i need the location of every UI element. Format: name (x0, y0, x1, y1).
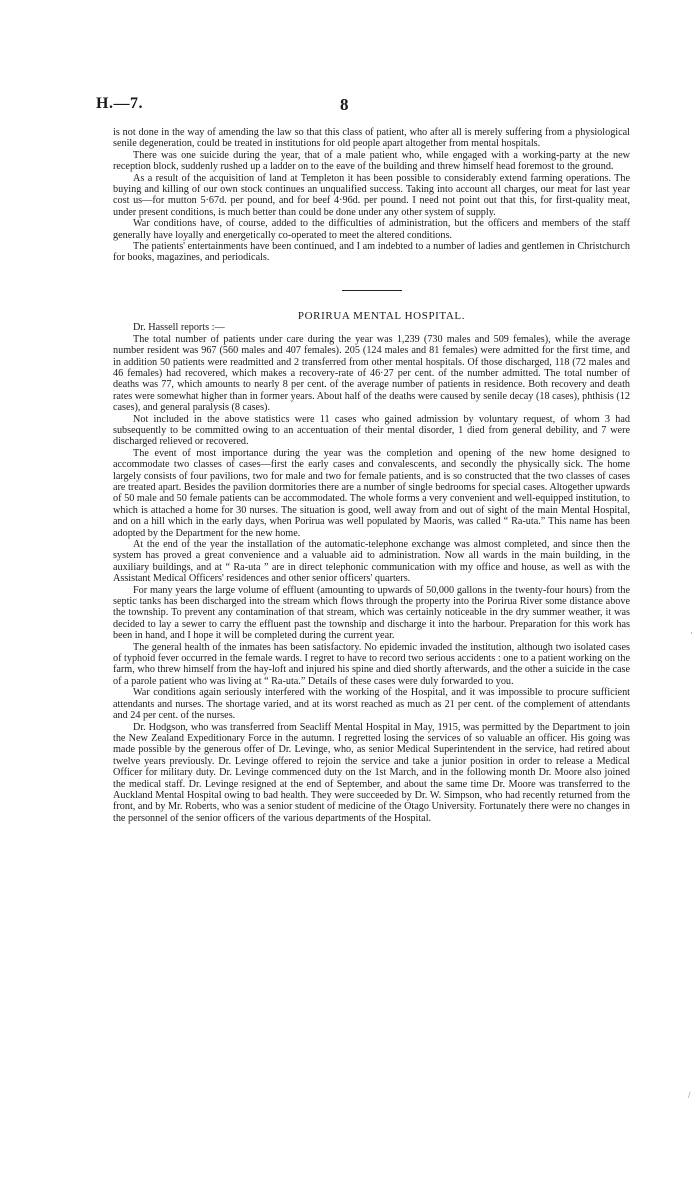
paragraph: There was one suicide during the year, that of a male patient who, while engaged with a working-party at the new reception block, suddenly rushed up a ladder on to the eave of the building and threw himself head foremost to the ground. (113, 149, 630, 173)
document-reference: H.—7. (96, 95, 143, 112)
margin-tick-mark: / (688, 1090, 691, 1100)
paragraph: is not done in the way of amending the law so that this class of patient, who after all is merely suffering from a physiological senile degeneration, could be treated in institutions for old people apart altogether from mental hospitals. (113, 127, 630, 150)
paragraph: As a result of the acquisition of land at Templeton it has been possible to considerably extend farming operations. The buying and killing of our own stock continues an unqualified success. Taking into account all charges, our meat for last year cost us—for mutton 5·67d. per pound, and for beef 4·96d. per pound. I need not point out that this, for first-quality meat, under present conditions, is much better than could be done under any other system of supply. (113, 172, 630, 218)
paragraph: War conditions again seriously interfered with the working of the Hospital, and it was impossible to procure sufficient attendants and nurses. The shortage varied, and at its worst reached as much as 21 per cent. of the complement of attendants and 24 per cent. of the nurses. (113, 687, 630, 722)
paragraph: The total number of patients under care during the year was 1,239 (730 males and 509 females), while the average number resident was 967 (560 males and 407 females). 205 (124 males and 81 females) were admitted for the first time, and in addition 50 patients were readmitted and 2 transferred from other mental hospitals. Of those discharged, 118 (72 males and 46 females) had recovered, which makes a recovery-rate of 46·27 per cent. of the number admitted. The total number of deaths was 77, which amounts to nearly 8 per cent. of the average number of patients in residence. Both recovery and death rates were somewhat higher than in former years. About half of the deaths were caused by senile decay (18 cases), phthisis (12 cases), and general paralysis (8 cases). (113, 333, 630, 414)
section-divider (342, 290, 402, 291)
paragraph: The patients' entertainments have been continued, and I am indebted to a number of ladies and gentlemen in Christchurch for books, magazines, and periodicals. (113, 241, 630, 264)
section-christchurch-continued (113, 127, 630, 264)
paragraph: The event of most importance during the year was the completion and opening of the new home designed to accommodate two classes of cases—first the early cases and convalescents, and secondly the physically sick. The home largely consists of four pavilions, two for male and two for female patients, and is so constructed that the two classes of cases are treated apart. Besides the pavilion dormitories there are a number of single bedrooms for special cases. Altogether upwards of 50 male and 50 female patients can be accommodated. The whole forms a very convenient and well-equipped institution, to which is attached a home for 30 nurses. The situation is good, well away from and out of sight of the main Mental Hospital, and on a hill which in the early days, when Porirua was well populated by Maoris, was called “ Ra-uta.” This name has been adopted by the Department for the new home. (113, 447, 630, 539)
page-number: 8 (340, 95, 349, 114)
paragraph: Dr. Hodgson, who was transferred from Seacliff Mental Hospital in May, 1915, was permitted by the Department to join the New Zealand Expeditionary Force in the autumn. I regretted losing the services of so valuable an officer. His going was made possible by the generous offer of Dr. Levinge, who, as senior Medical Superintendent in the service, had retired about twelve years previously. Dr. Levinge offered to rejoin the service and take a junior position in order to release a Medical Officer for military duty. Dr. Levinge commenced duty on the 1st March, and in the following month Dr. Moore also joined the medical staff. Dr. Levinge resigned at the end of September, and about the same time Dr. Moore was transferred to the Auckland Mental Hospital owing to bad health. They were succeeded by Dr. W. Simpson, who had recently returned from the front, and by Mr. Roberts, who was a senior student of medicine of the Otago University. Fortunately there were no changes in the personnel of the senior officers of the various departments of the Hospital. (113, 721, 630, 824)
paragraph: Not included in the above statistics were 11 cases who gained admission by voluntary request, of whom 3 had subsequently to be committed owing to an accentuation of their mental disorder, 1 died from general debility, and 7 were discharged relieved or recovered. (113, 413, 630, 448)
page-body (113, 127, 630, 824)
margin-tick-mark: · (690, 628, 693, 638)
reporter-line: Dr. Hassell reports :— (133, 322, 225, 334)
paragraph: The general health of the inmates has been satisfactory. No epidemic invaded the institution, although two isolated cases of typhoid fever occurred in the female wards. I regret to have to record two serious accidents : one to a patient working on the farm, who threw himself from the hay-loft and injured his spine and died shortly afterwards, and the other a suicide in the case of a parole patient who was living at “ Ra-uta.” Details of these cases were duly forwarded to you. (113, 641, 630, 687)
page-header (96, 95, 628, 117)
paragraph: War conditions have, of course, added to the difficulties of administration, but the officers and members of the staff generally have loyally and energetically co-operated to meet the altered conditions. (113, 218, 630, 241)
paragraph: At the end of the year the installation of the automatic-telephone exchange was almost completed, and since then the system has proved a great convenience and a valuable aid to administration. Now all wards in the main building, in the auxiliary buildings, and at “ Ra-uta ” are in direct telephonic communication with my office and house, as well as with the Assistant Medical Officers' residences and other senior officers' quarters. (113, 539, 630, 585)
section-porirua (113, 311, 630, 824)
paragraph: For many years the large volume of effluent (amounting to upwards of 50,000 gallons in the twenty-four hours) from the septic tanks has been discharged into the stream which flows through the property into the Porirua River some distance above the township. To prevent any contamination of that stream, which was certainly noticeable in the dry summer weather, it was decided to lay a sewer to carry the effluent past the township and discharge it into the harbour. Preparation for this work has been in hand, and I hope it will be completed during the current year. (113, 584, 630, 642)
section-heading: PORIRUA MENTAL HOSPITAL. (297, 309, 466, 322)
